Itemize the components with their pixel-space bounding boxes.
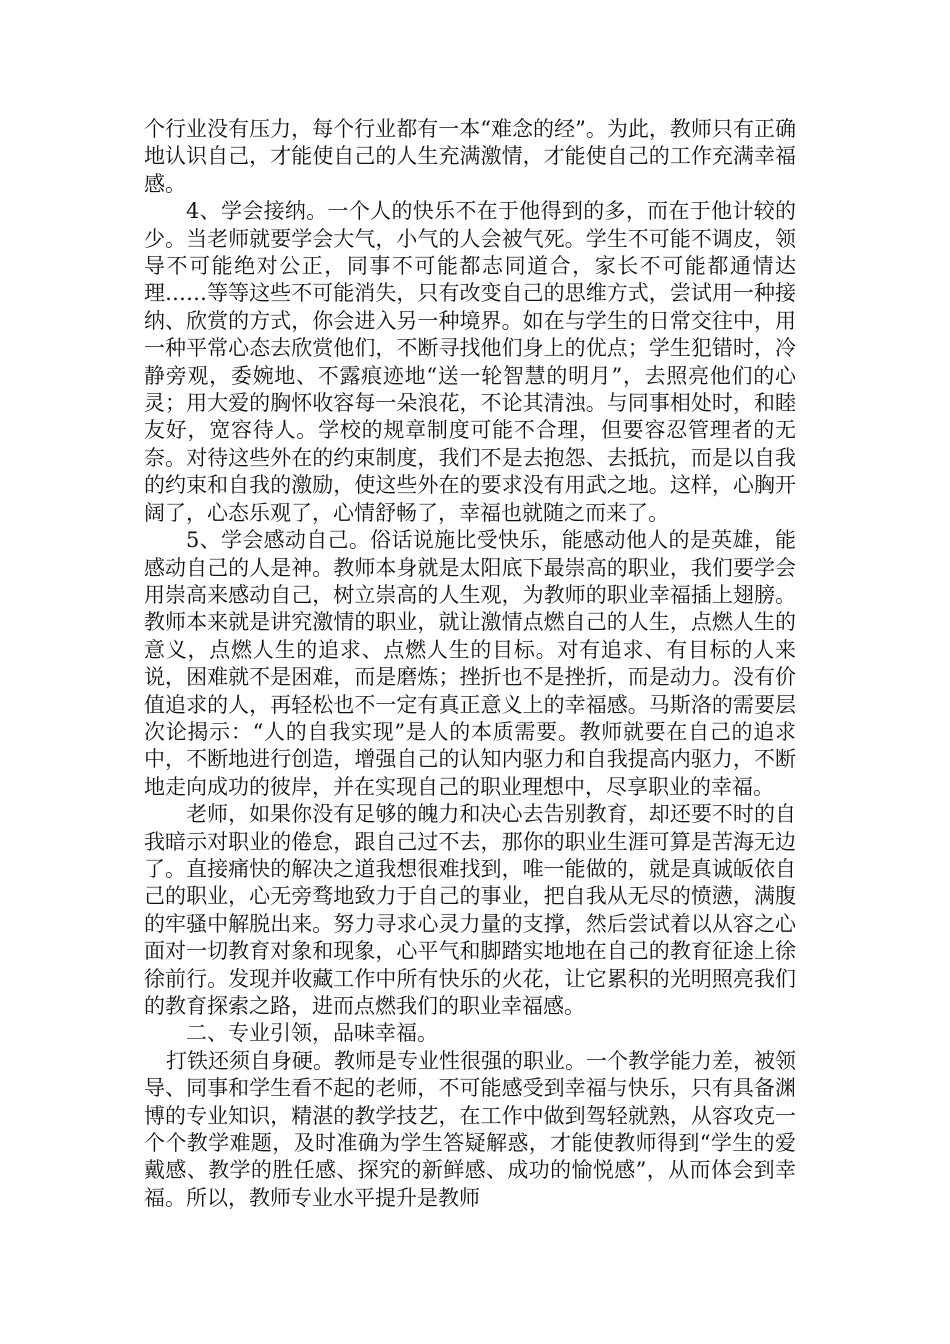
section-heading-professional-guidance: 二、专业引领，品味幸福。 xyxy=(186,1021,438,1046)
paragraph-continuation: 个行业没有压力，每个行业都有一本“难念的经”。为此，教师只有正确地认识自己，才能使自己的人生充满激情，才能使自己的工作充满幸福感。 xyxy=(144,117,796,196)
document-body xyxy=(144,116,796,1212)
paragraph-learn-acceptance: 4、学会接纳。一个人的快乐不在于他得到的多，而在于他计较的少。当老师就要学会大气，小气的人会被气死。学生不可能不调皮，领导不可能绝对公正，同事不可能都志同道合，家长不可能都通情达理……等等这些不可能消失，只有改变自己的思维方式，尝试用一种接纳、欣赏的方式，你会进入另一种境界。如在与学生的日常交往中，用一种平常心态去欣赏他们，不断寻找他们身上的优点；学生犯错时，冷静旁观，委婉地、不露痕迹地“送一轮智慧的明月”，去照亮他们的心灵；用大爱的胸怀收容每一朵浪花，不论其清浊。与同事相处时，和睦友好，宽容待人。学校的规章制度可能不合理，但要容忍管理者的无奈。对待这些外在的约束制度，我们不是去抱怨、去抵抗，而是以自我的约束和自我的激励，使这些外在的要求没有用武之地。这样，心胸开阔了，心态乐观了，心情舒畅了，幸福也就随之而来了。 xyxy=(144,199,796,525)
paragraph-teacher-advice: 老师，如果你没有足够的魄力和决心去告别教育，却还要不时的自我暗示对职业的倦怠，跟自己过不去，那你的职业生涯可算是苦海无边了。直接痛快的解决之道我想很难找到，唯一能做的，就是真诚皈依自己的职业，心无旁骛地致力于自己的事业，把自我从无尽的愤懑，满腹的牢骚中解脱出来。努力寻求心灵力量的支撑，然后尝试着以从容之心面对一切教育对象和现象，心平气和脚踏实地地在自己的教育征途上徐徐前行。发现并收藏工作中所有快乐的火花，让它累积的光明照亮我们的教育探索之路，进而点燃我们的职业幸福感。 xyxy=(144,802,796,1018)
paragraph-professional-strength: 打铁还须自身硬。教师是专业性很强的职业。一个教学能力差，被领导、同事和学生看不起的老师，不可能感受到幸福与快乐，只有具备渊博的专业知识，精湛的教学技艺，在工作中做到驾轻就熟，从容攻克一个个教学难题，及时准确为学生答疑解惑，才能使教师得到“学生的爱戴感、教学的胜任感、探究的新鲜感、成功的愉悦感”，从而体会到幸福。所以，教师专业水平提升是教师 xyxy=(144,1048,796,1210)
paragraph-learn-self-moving: 5、学会感动自己。俗话说施比受快乐，能感动他人的是英雄，能感动自己的人是神。教师本身就是太阳底下最崇高的职业，我们要学会用崇高来感动自己，树立崇高的人生观，为教师的职业幸福插上翅膀。教师本来就是讲究激情的职业，就让激情点燃自己的人生，点燃人生的意义，点燃人生的追求、点燃人生的目标。对有追求、有目标的人来说，困难就不是困难，而是磨炼；挫折也不是挫折，而是动力。没有价值追求的人，再轻松也不一定有真正意义上的幸福感。马斯洛的需要层次论揭示：“人的自我实现”是人的本质需要。教师就要在自己的追求中，不断地进行创造，增强自己的认知内驱力和自我提高内驱力，不断地走向成功的彼岸，并在实现自己的职业理想中，尽享职业的幸福。 xyxy=(144,528,796,799)
